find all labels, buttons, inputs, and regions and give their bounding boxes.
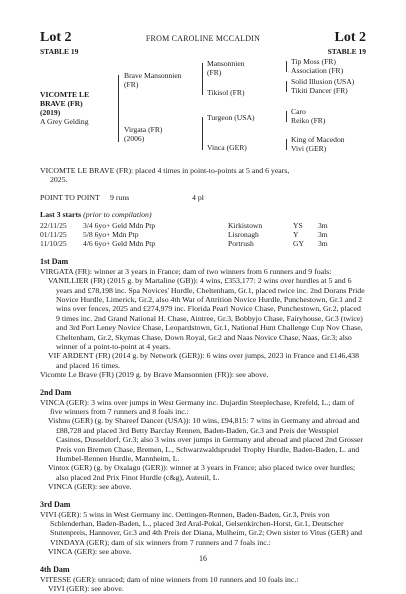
pedigree-table <box>40 58 366 158</box>
start-distance: 3m <box>318 239 328 249</box>
fourth-dam-para: VITESSE (GER): unraced; dam of nine winners from 10 runners and 10 foals inc.: <box>40 574 299 584</box>
horse-name-line1: VICOMTE LE <box>40 90 90 99</box>
bracket-sd <box>286 81 287 92</box>
page-number: 16 <box>199 554 207 563</box>
last-starts-table <box>40 221 366 249</box>
dsd: Reiko (FR) <box>291 116 326 125</box>
last-starts-heading <box>40 210 366 219</box>
last-starts-title: Last 3 starts <box>40 210 82 220</box>
ddd: Vivi (GER) <box>291 144 327 153</box>
bracket-ss <box>286 61 287 72</box>
produce-vinca: VINCA (GER): see above. <box>48 482 132 492</box>
stable-right: STABLE 19 <box>327 47 366 56</box>
ssd: Association (FR) <box>291 66 344 75</box>
lot-header <box>40 30 366 54</box>
produce-vishnu: Vishnu (GER) (g. by Shareef Dancer (USA)): 10 wins, £94,815: 7 wins in Germany and abroad and £88,728 and placed 3rd Betty Barclay Rennen, Baden-Baden, Gr.3 and Preis der Westspiel Casinos, Dusseldorf, Gr.3; also 3 wins over jumps in Germany and abroad and placed 2nd Grosser Preis von Bremen Chase, Bremen, L., Schwarzwaldsprudel Trophy Hurdle, Baden-Baden, L. and Humbel-Rennen Hurdle, Mannheim, L. <box>48 416 364 464</box>
start-date: 01/11/25 <box>40 229 67 239</box>
start-distance: 3m <box>318 220 328 230</box>
table-row <box>40 221 366 230</box>
racing-summary-line1: VICOMTE LE BRAVE (FR): placed 4 times in point-to-points at 5 and 6 years, <box>40 166 290 175</box>
fourth-dam-heading: 4th Dam <box>40 564 70 574</box>
sire-name: Brave Mansonnien <box>124 71 182 80</box>
horse-year: (2019) <box>40 108 61 117</box>
third-dam-para: VIVI (GER): 5 wins in West Germany inc. Oettingen-Rennen, Baden-Baden, Gr.3, Preis von Schlenderhan, Baden-Baden, L., placed 3rd Aral-Pokal, Gelsenkirchen-Horst, Gr.1, Deutscher Stutenpreis, Hannover, Gr.3 and 4th Preis der Diana, Mulheim, Gr.2; Own sister to Vitus (GER) and VINDAYA (GER); dam of six winners from 7 runners and 7 foals inc.: <box>40 509 362 547</box>
dds: King of Macedon <box>291 135 345 144</box>
ptp-placed: 4 pl <box>192 192 204 202</box>
stable-left: STABLE 19 <box>40 47 79 56</box>
start-course: Lisronagh <box>228 229 259 239</box>
second-dam-heading: 2nd Dam <box>40 387 72 397</box>
racing-summary-line2: 2025. <box>50 175 68 185</box>
produce-vif-ardent: VIF ARDENT (FR) (2014 g. by Network (GER)): 6 wins over jumps, 2023 in France and £146,438 and placed 16 times. <box>48 351 360 370</box>
third-dam-heading: 3rd Dam <box>40 499 71 509</box>
first-dam-heading: 1st Dam <box>40 256 69 266</box>
horse-name-line2: BRAVE (FR) <box>40 99 83 108</box>
bracket-dd <box>286 139 287 150</box>
start-course: Portrush <box>228 239 254 249</box>
start-date: 22/11/25 <box>40 220 67 230</box>
vendor-name: FROM CAROLINE MCCALDIN <box>145 34 261 43</box>
start-date: 11/10/25 <box>40 239 67 249</box>
produce-vanillier: VANILLIER (FR) (2015 g. by Martaline (GB)): 4 wins, £353,177: 2 wins over hurdles at 5 and 6 years and £78,198 inc. Spa Novices' Hurdle, Cheltenham, Gr.1, placed twice inc. 2nd Dorans Pride Novice Hurdle, Limerick, Gr.2, also 4th War of Attrition Novice Hurdle, Punchestown, Gr.1 and 2 wins over fences, 2025 and £274,979 inc. Florida Pearl Novice Chase, Punchestown, Gr.2, placed 9 times inc. 2nd Grand National H. Chase, Aintree, Gr.3, Bobbyjo Chase, Fairyhouse, Gr.3 (twice) and 3rd Port Leney Novice Chase, Leopardstown, Gr.1, National Hunt Challenge Cup Nov Chase, Cheltenham, Gr.2, Skymas Chase, Down Royal, Gr.2 and Naas Novice Chase, Naas, Gr.3; also winner of a point-to-point at 4 years. <box>48 276 365 351</box>
sss: Tip Moss (FR) <box>291 57 336 66</box>
bracket-ds <box>286 111 287 122</box>
bracket-sire-side <box>202 63 203 95</box>
horse-description: A Grey Gelding <box>40 117 89 126</box>
start-race: 5/8 6yo+ Mdn Ptp <box>83 229 139 239</box>
start-going: YS <box>293 220 303 230</box>
start-course: Kirkistown <box>228 220 263 230</box>
sdd: Tikiti Dancer (FR) <box>291 86 348 95</box>
produce-vintox: Vintox (GER) (g. by Oxalagu (GER)): winner at 3 years in France; also placed twice over hurdles; also placed 2nd Prix Finot Hurdle (c&g), Auteuil, L. <box>48 463 356 482</box>
ptp-label: POINT TO POINT <box>40 192 100 202</box>
start-race: 3/4 6yo+ Geld Mdn Ptp <box>83 220 156 230</box>
ptp-runs: 9 runs <box>110 192 130 202</box>
sds: Solid Illusion (USA) <box>291 77 355 86</box>
start-race: 4/6 6yo+ Geld Mdn Ptp <box>83 239 156 249</box>
bracket-dam-side <box>202 117 203 150</box>
bracket-gen1 <box>118 75 119 142</box>
sire-sire-country: (FR) <box>207 68 222 77</box>
sire-sire: Mansonnien <box>207 59 245 68</box>
produce-vicomte: Vicomte Le Brave (FR) (2019 g. by Brave Mansonnien (FR)): see above. <box>40 370 269 380</box>
start-distance: 3m <box>318 229 328 239</box>
table-row <box>40 239 366 248</box>
dam-name: Virgata (FR) <box>124 125 163 134</box>
catalogue-page <box>40 30 366 594</box>
produce-vivi-ref: VIVI (GER): see above. <box>48 584 124 594</box>
lot-number-right: Lot 2 <box>334 30 366 45</box>
dam-year: (2006) <box>124 134 145 143</box>
dss: Caro <box>291 107 306 116</box>
start-going: Y <box>293 229 299 239</box>
last-starts-note: (prior to compilation) <box>83 210 152 220</box>
dam-sire: Turgeon (USA) <box>207 113 255 122</box>
second-dam-para: VINCA (GER): 3 wins over jumps in West Germany inc. Dujardin Steeplechase, Krefeld, L.; dam of five winners from 7 runners and 8 foals inc.: <box>40 397 355 416</box>
start-going: GY <box>293 239 304 249</box>
point-to-point-record <box>40 193 366 202</box>
first-dam-para: VIRGATA (FR): winner at 3 years in France; dam of two winners from 6 runners and 9 foals: <box>40 266 332 276</box>
lot-number-left: Lot 2 <box>40 30 72 45</box>
dam-dam: Vinca (GER) <box>207 143 247 152</box>
table-row <box>40 230 366 239</box>
sire-country: (FR) <box>124 80 139 89</box>
produce-vinca-ref: VINCA (GER): see above. <box>48 547 132 557</box>
sire-dam: Tikisol (FR) <box>207 88 245 97</box>
